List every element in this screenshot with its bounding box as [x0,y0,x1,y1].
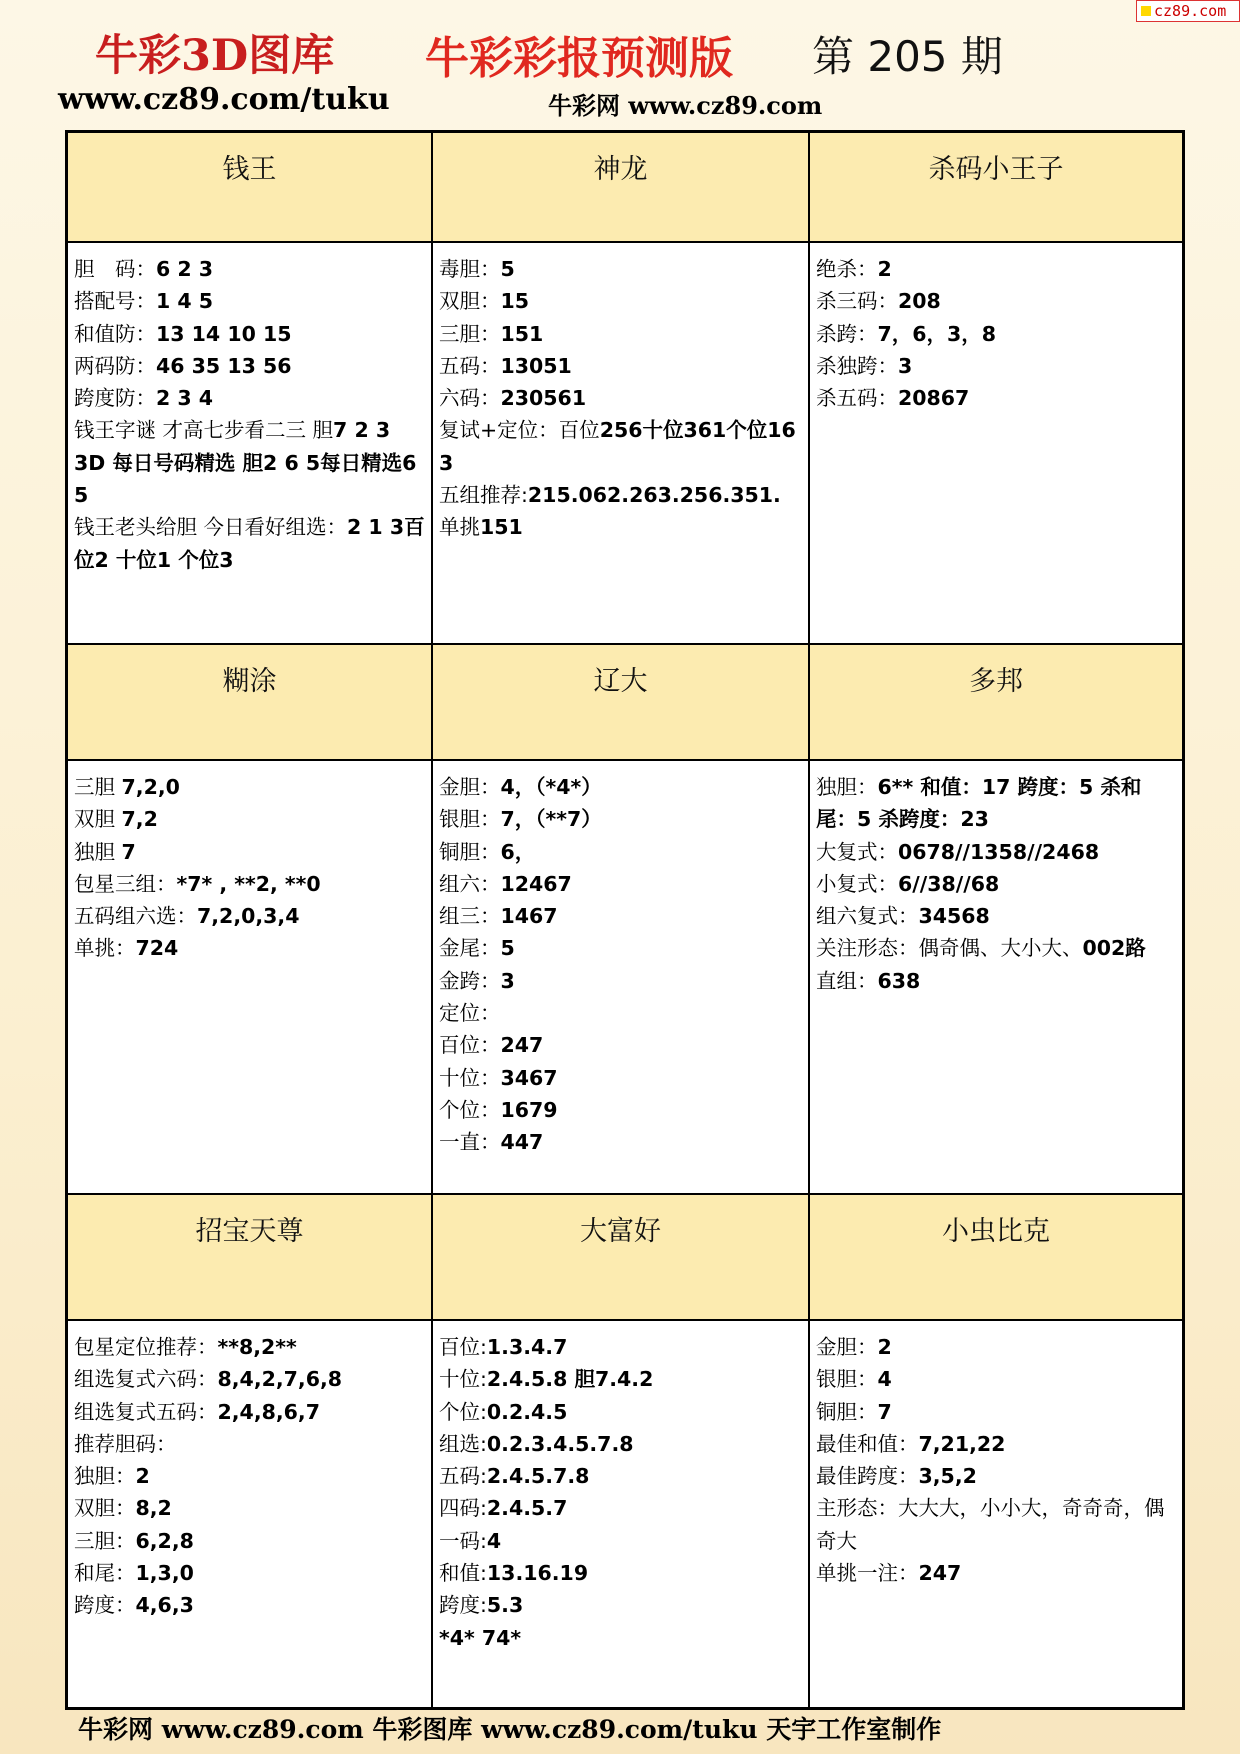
line-value: 1.3.4.7 [486,1335,568,1359]
line-label: 最佳跨度： [816,1464,919,1489]
panel-line [74,511,427,576]
panel-line [816,1557,1178,1589]
line-label: 百位： [439,1033,501,1058]
line-label: 独胆 [74,839,122,864]
panel-line [816,1331,1178,1363]
line-value: 447 [500,1130,544,1155]
line-label: 六码： [439,386,501,411]
panel-line [439,803,804,835]
line-value: 2.4.5.7 [486,1496,568,1521]
panel-line [439,1428,804,1460]
line-value: 8,2 [135,1496,172,1521]
line-label: 跨度防： [74,386,156,411]
line-value: 1467 [500,904,558,929]
panel-line [816,1396,1178,1428]
line-label: 百位: [439,1335,487,1359]
line-label: 主形态：大大大，小小大，奇奇奇，偶奇大 [816,1496,1165,1553]
panel-line [816,382,1178,414]
line-label: 三胆： [439,321,501,346]
panel-body [68,243,433,645]
line-value: 2 3 4 [156,386,214,411]
panel-title: 杀码小王子 [810,133,1182,243]
panel-title: 钱王 [68,133,433,243]
panel-line [74,1557,427,1589]
panel-body [433,761,810,1195]
line-label: 双胆 [74,807,122,832]
line-label: 单挑 [439,515,480,540]
line-value: 7，6，3，8 [877,321,997,346]
page-footer: 牛彩网 www.cz89.com 牛彩图库 www.cz89.com/tuku 天宇工作室制作 [78,1715,942,1744]
panel-line [439,1029,804,1061]
tuku-url[interactable]: www.cz89.com/tuku [58,82,390,117]
panel-body [433,1321,810,1707]
panel-title: 招宝天尊 [68,1195,433,1321]
line-value: 7,21,22 [918,1431,1006,1456]
panel-line [439,771,804,803]
site-badge-label: cz89.com [1154,2,1227,20]
line-value: 0.2.4.5 [486,1399,568,1424]
panel-line [74,836,427,868]
line-value: 13.16.19 [486,1561,589,1586]
line-label: 五码: [439,1464,487,1489]
panel-title: 神龙 [433,133,810,243]
line-value: 151 [500,321,544,346]
line-label: 包星三组： [74,871,177,896]
panel-line [439,900,804,932]
panel-line [439,868,804,900]
line-value: 4，（*4*） [500,775,602,799]
line-label: 跨度： [74,1593,136,1618]
panel-title: 糊涂 [68,645,433,761]
panel-title: 辽大 [433,645,810,761]
line-value: 215.062.263.256.351. [527,483,781,508]
panel-line [439,1331,804,1363]
line-label: 三胆 [74,775,122,799]
line-value: 12467 [500,871,572,896]
line-value: 13 14 10 15 [156,321,292,346]
line-value: 20867 [898,386,970,411]
panel-line [816,900,1178,932]
line-label: 直组： [816,968,878,993]
line-label: 组选: [439,1431,487,1456]
panel-line [74,1331,427,1363]
site-badge[interactable] [1136,0,1240,22]
line-value: 8,4,2,7,6,8 [217,1367,343,1392]
line-value: 13051 [500,353,572,378]
line-label: 十位： [439,1065,501,1090]
line-label: 杀五码： [816,386,898,411]
panel-line [439,1126,804,1158]
panel-line [74,1428,427,1460]
line-label: 铜胆： [816,1399,878,1424]
line-value: 4,6,3 [135,1593,194,1618]
line-value: 724 [135,936,179,961]
panel-line [74,1460,427,1492]
line-label: 包星定位推荐： [74,1335,218,1359]
line-value: 1679 [500,1097,558,1122]
line-label: 组三： [439,904,501,929]
line-label: 最佳和值： [816,1431,919,1456]
panel-body [68,1321,433,1707]
line-label: 五码： [439,353,501,378]
line-label: 两码防： [74,353,156,378]
panel-line [439,836,804,868]
panel-line [816,836,1178,868]
site-url[interactable]: 牛彩网 www.cz89.com [548,91,823,120]
line-value: 3,5,2 [918,1464,977,1489]
line-value: **8,2** [217,1335,297,1359]
line-label: 金跨： [439,968,501,993]
panel-body [433,243,810,645]
line-label: 单挑： [74,936,136,961]
line-label: 一码: [439,1528,487,1553]
panel-line [439,285,804,317]
line-value: 0.2.3.4.5.7.8 [486,1431,634,1456]
line-value: 7,2,0 [121,775,180,799]
panel-line [74,1525,427,1557]
line-value: 3D 每日号码精选 胆2 6 5每日精选6 5 [74,450,417,508]
panel-line [439,965,804,997]
line-value: 002路 [1082,936,1146,961]
panel-line [439,1557,804,1589]
line-label: 和尾： [74,1561,136,1586]
line-label: 四码: [439,1496,487,1521]
line-value: 0678//1358//2468 [898,839,1100,864]
line-value: 3 [898,353,913,378]
line-value: 7 [121,839,136,864]
line-value: 638 [877,968,921,993]
line-value: 2 [877,257,892,281]
line-label: 大复式： [816,839,898,864]
line-label: 三胆： [74,1528,136,1553]
line-label: 金胆： [439,775,501,799]
panel-title: 小虫比克 [810,1195,1182,1321]
line-label: 杀跨： [816,321,878,346]
line-label: 组六： [439,871,501,896]
line-value: 5.3 [486,1593,524,1618]
line-label: 跨度: [439,1593,487,1618]
line-value: 247 [500,1033,544,1058]
line-label: 推荐胆码： [74,1431,177,1456]
line-value: 5 [500,257,515,281]
line-label: 个位： [439,1097,501,1122]
panel-line [439,318,804,350]
line-value: 6， [500,839,536,864]
panel-line [816,965,1178,997]
line-value: 6 2 3 [156,257,214,281]
line-value: 3467 [500,1065,558,1090]
panel-line [74,932,427,964]
line-label: 关注形态：偶奇偶、大小大、 [816,936,1083,961]
panel-line [74,285,427,317]
line-label: 定位： [439,1001,501,1026]
line-label: 小复式： [816,871,898,896]
panel-body [810,243,1182,645]
panel-line [74,868,427,900]
line-value: 230561 [500,386,587,411]
panel-line [74,1589,427,1621]
line-value: 4 [486,1528,502,1553]
line-value: 6** 和值：17 跨度：5 杀和尾：5 杀跨度：23 [816,775,1142,832]
square-icon [1141,6,1151,16]
issue-number: 第 205 期 [812,32,1003,81]
line-value: 7，（**7） [500,807,602,832]
panel-title: 多邦 [810,645,1182,761]
panel-line [816,771,1178,836]
line-label: 独胆： [816,775,878,799]
panel-line [439,253,804,285]
line-value: *7* , **2, **0 [176,871,321,896]
line-label: 双胆： [74,1496,136,1521]
line-label: 复试+定位：百位 [439,418,600,443]
panel-line [439,1492,804,1524]
line-label: 钱王老头给胆 今日看好组选： [74,515,348,540]
line-label: 和值防： [74,321,156,346]
line-value: 3 [500,968,515,993]
line-value: 2,4,8,6,7 [217,1399,320,1424]
panel-line [439,511,804,543]
panel-line [74,318,427,350]
line-value: 1 4 5 [156,289,214,314]
line-label: 组选复式五码： [74,1399,218,1424]
line-label: 组六复式： [816,904,919,929]
panel-line [816,868,1178,900]
panel-line [74,382,427,414]
panel-line [439,414,804,479]
panel-line [439,382,804,414]
line-value: 2 1 3百位2 十位1 个位3 [74,515,425,572]
line-value: 256十位361个位163 [439,418,796,475]
line-label: 胆 码： [74,257,156,281]
panel-line [816,318,1178,350]
panel-line [439,1589,804,1621]
line-label: 一直： [439,1130,501,1155]
panel-line [439,932,804,964]
panel-line [439,1525,804,1557]
line-label: 十位: [439,1367,487,1392]
brand-title: 牛彩3D图库 [95,31,335,81]
line-label: 杀独跨： [816,353,898,378]
panel-line [74,350,427,382]
line-value: 7 [877,1399,892,1424]
line-value: *4* 74* [439,1625,522,1650]
line-value: 151 [480,515,523,540]
line-label: 铜胆： [439,839,501,864]
line-value: 4 [877,1367,892,1392]
line-label: 杀三码： [816,289,898,314]
line-label: 钱王字谜 才高七步看二三 胆 [74,418,334,443]
line-label: 单挑一注： [816,1561,919,1586]
line-value: 2.4.5.7.8 [486,1464,590,1489]
panel-line [74,900,427,932]
line-label: 五码组六选： [74,904,197,929]
panel-line [439,1396,804,1428]
line-label: 和值: [439,1561,487,1586]
line-value: 2.4.5.8 胆7.4.2 [486,1367,654,1392]
prediction-grid [65,130,1185,1710]
panel-line [439,479,804,511]
panel-line [439,1363,804,1395]
line-label: 五组推荐: [439,483,528,508]
panel-body [68,761,433,1195]
line-value: 7,2 [121,807,158,832]
line-label: 绝杀： [816,257,878,281]
panel-line [439,1622,804,1654]
panel-line [439,1062,804,1094]
line-value: 2 [135,1464,150,1489]
line-value: 6,2,8 [135,1528,194,1553]
line-label: 独胆： [74,1464,136,1489]
line-label: 毒胆： [439,257,501,281]
panel-line [816,1492,1178,1557]
panel-line [816,1363,1178,1395]
line-value: 6//38//68 [898,871,1000,896]
page-headline: 牛彩彩报预测版 [425,33,733,84]
panel-line [74,414,427,446]
panel-line [816,932,1178,964]
panel-line [816,1428,1178,1460]
line-value: 2 [877,1335,892,1359]
panel-line [74,803,427,835]
line-label: 银胆： [816,1367,878,1392]
panel-title: 大富好 [433,1195,810,1321]
line-value: 7,2,0,3,4 [197,904,300,929]
panel-line [439,1460,804,1492]
line-label: 搭配号： [74,289,156,314]
line-value: 247 [918,1561,962,1586]
line-label: 双胆： [439,289,501,314]
panel-line [439,997,804,1029]
line-label: 金胆： [816,1335,878,1359]
line-value: 46 35 13 56 [156,353,292,378]
line-label: 个位: [439,1399,487,1424]
panel-line [816,1460,1178,1492]
line-label: 银胆： [439,807,501,832]
panel-line [816,350,1178,382]
panel-line [74,447,427,512]
panel-line [74,1492,427,1524]
panel-line [816,285,1178,317]
panel-line [74,1396,427,1428]
panel-line [816,253,1178,285]
panel-line [74,1363,427,1395]
panel-line [439,1094,804,1126]
line-label: 组选复式六码： [74,1367,218,1392]
panel-body [810,1321,1182,1707]
line-value: 34568 [918,904,990,929]
line-value: 1,3,0 [135,1561,194,1586]
panel-line [439,350,804,382]
panel-line [74,253,427,285]
line-value: 15 [500,289,530,314]
line-value: 5 [500,936,515,961]
line-value: 7 2 3 [333,418,391,443]
panel-body [810,761,1182,1195]
line-label: 金尾： [439,936,501,961]
panel-line [74,771,427,803]
line-value: 208 [898,289,941,314]
